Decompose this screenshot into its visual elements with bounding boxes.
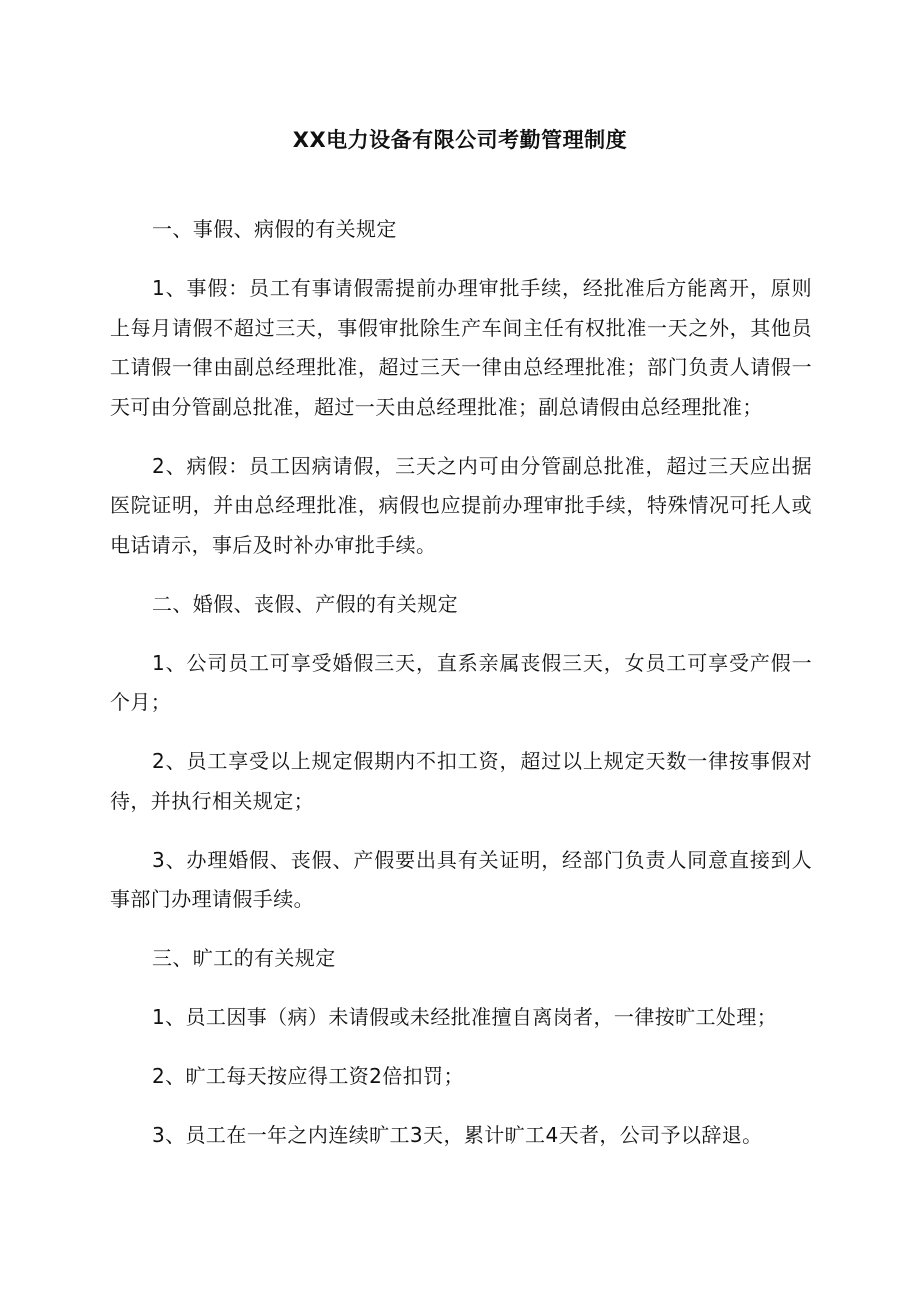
paragraph: 3、办理婚假、丧假、产假要出具有关证明，经部门负责人同意直接到人事部门办理请假手续。 xyxy=(110,847,812,911)
section-absenteeism xyxy=(110,939,812,1156)
section-marriage-funeral-maternity-leave xyxy=(110,585,812,920)
section-personal-sick-leave xyxy=(110,210,812,565)
document-title: XX电力设备有限公司考勤管理制度 xyxy=(292,128,628,152)
section-heading: 二、婚假、丧假、产假的有关规定 xyxy=(152,591,458,616)
paragraph: 2、员工享受以上规定假期内不扣工资，超过以上规定天数一律按事假对待，并执行相关规定； xyxy=(110,749,812,813)
paragraph: 1、员工因事（病）未请假或未经批准擅自离岗者，一律按旷工处理； xyxy=(152,1005,778,1029)
section-heading: 三、旷工的有关规定 xyxy=(152,946,336,970)
paragraph: 1、事假：员工有事请假需提前办理审批手续，经批准后方能离开，原则上每月请假不超过三天，事假审批除生产车间主任有权批准一天之外，其他员工请假一律由副总经理批准，超过三天一律由总经理批准；部门负责人请假一天可由分管副总批准，超过一天由总经理批准；副总请假由总经理批准； xyxy=(110,276,812,419)
paragraph: 2、病假：员工因病请假，三天之内可由分管副总批准，超过三天应出据医院证明，并由总经理批准，病假也应提前办理审批手续，特殊情况可托人或电话请示，事后及时补办审批手续。 xyxy=(110,453,812,557)
paragraph: 3、员工在一年之内连续旷工3天，累计旷工4天者，公司予以辞退。 xyxy=(152,1123,763,1147)
paragraph: 2、旷工每天按应得工资2倍扣罚； xyxy=(152,1064,464,1088)
document-body xyxy=(110,210,812,1175)
paragraph: 1、公司员工可享受婚假三天，直系亲属丧假三天，女员工可享受产假一个月； xyxy=(110,650,812,714)
section-heading: 一、事假、病假的有关规定 xyxy=(152,217,397,241)
